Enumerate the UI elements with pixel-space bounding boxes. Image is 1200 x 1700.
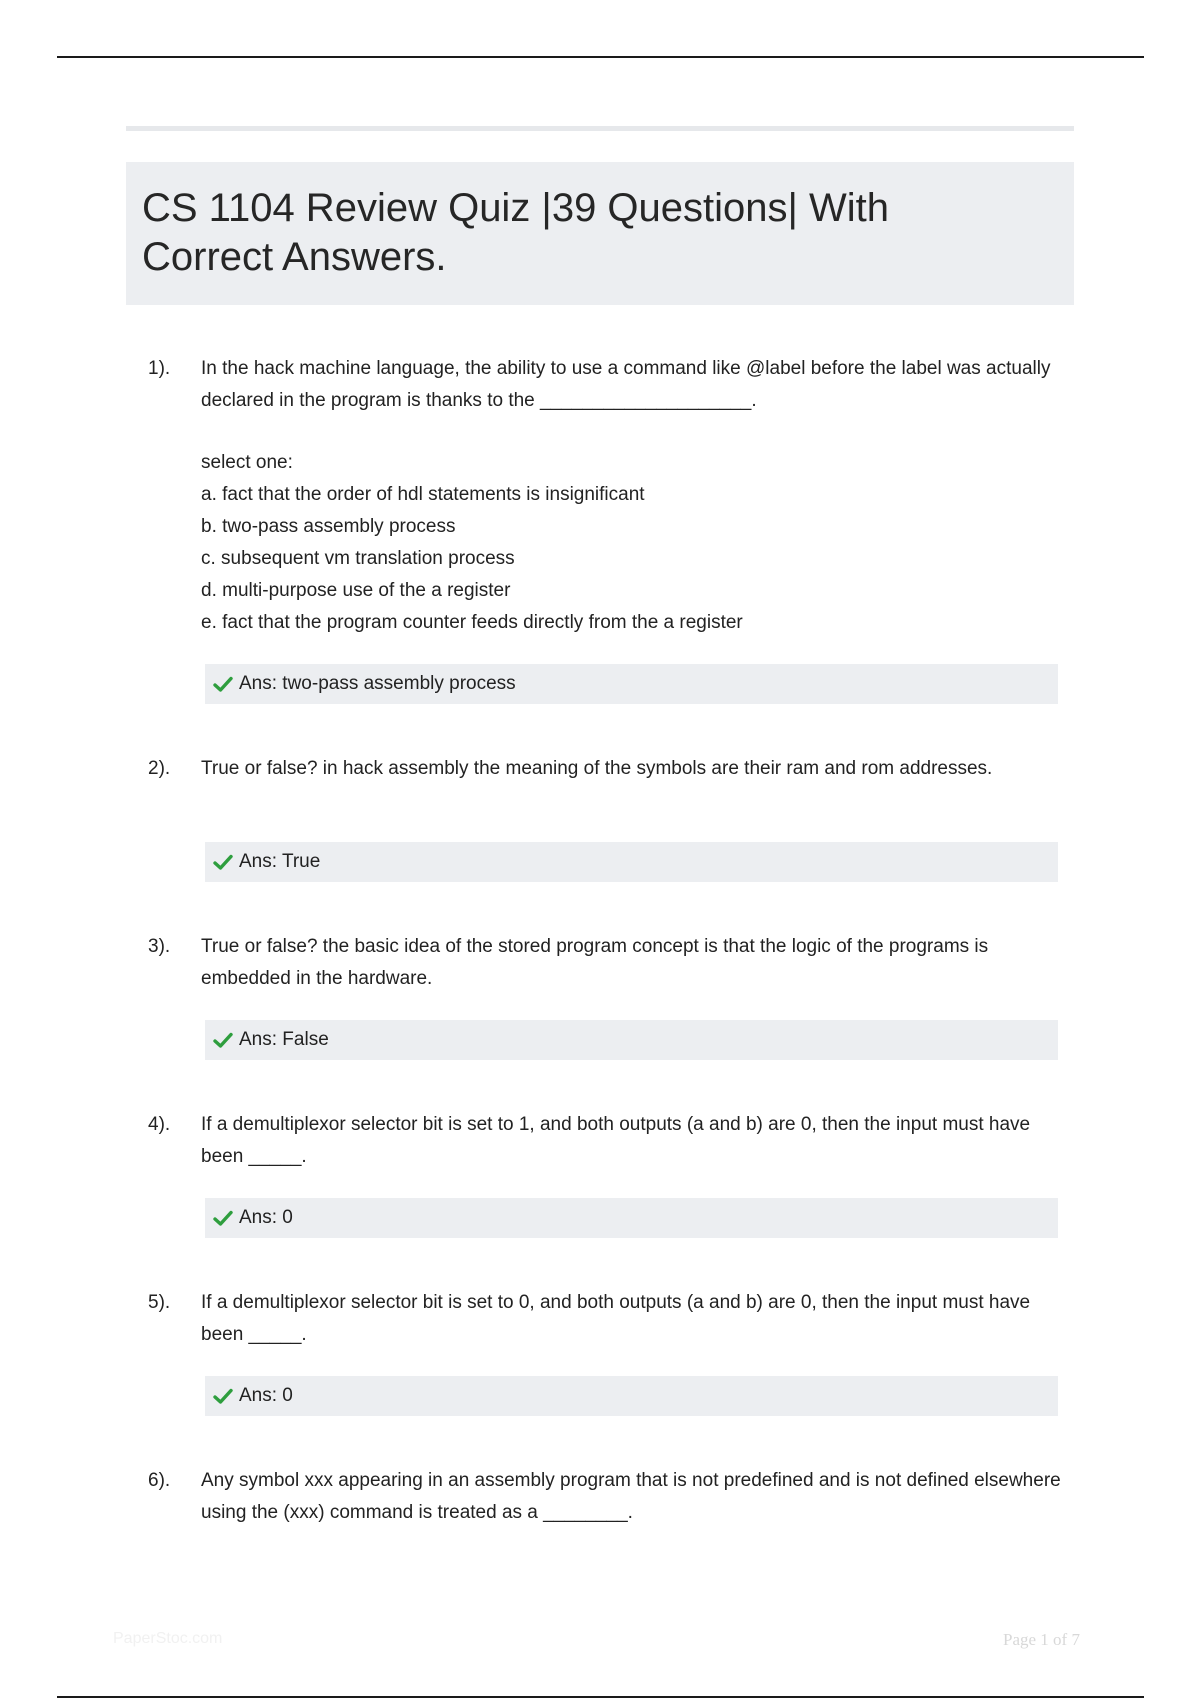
answer-box-5 — [205, 1376, 1058, 1416]
question-number: 5). — [148, 1292, 171, 1313]
answer-box-2 — [205, 842, 1058, 882]
option-e: e. fact that the program counter feeds directly from the a register — [201, 612, 743, 633]
question-text: If a demultiplexor selector bit is set to 1, and both outputs (a and b) are 0, then the input must have been _____. — [201, 1114, 1031, 1167]
answer-box-4 — [205, 1198, 1058, 1238]
question-number: 4). — [148, 1114, 171, 1135]
options-list — [201, 479, 1061, 639]
question-text: True or false? in hack assembly the meaning of the symbols are their ram and rom addresses. — [201, 758, 993, 779]
question-number: 1). — [148, 358, 171, 379]
answer-text: Ans: 0 — [239, 1385, 293, 1406]
question-number: 3). — [148, 936, 171, 957]
page-number: Page 1 of 7 — [1003, 1630, 1080, 1649]
question-text: If a demultiplexor selector bit is set to 0, and both outputs (a and b) are 0, then the input must have been _____. — [201, 1292, 1031, 1345]
answer-text: Ans: True — [239, 851, 321, 872]
check-icon — [213, 852, 233, 872]
check-icon — [213, 1030, 233, 1050]
option-b: b. two-pass assembly process — [201, 516, 456, 537]
question-number: 6). — [148, 1470, 171, 1491]
answer-box-3 — [205, 1020, 1058, 1060]
answer-text: Ans: False — [239, 1029, 329, 1050]
top-rule — [57, 56, 1144, 58]
question-text: True or false? the basic idea of the stored program concept is that the logic of the programs is embedded in the hardware. — [201, 936, 989, 989]
title-banner — [126, 162, 1074, 305]
select-label: select one: — [201, 452, 293, 473]
option-a: a. fact that the order of hdl statements is insignificant — [201, 484, 645, 505]
footer-watermark: PaperStoc.com — [113, 1630, 223, 1647]
header-divider — [126, 126, 1074, 131]
question-text: In the hack machine language, the ability to use a command like @label before the label was actually declared in the program is thanks to the ____________________. — [201, 358, 1051, 411]
check-icon — [213, 1386, 233, 1406]
option-c: c. subsequent vm translation process — [201, 548, 515, 569]
question-text: Any symbol xxx appearing in an assembly program that is not predefined and is not defined elsewhere using the (xxx) command is treated as a ________. — [201, 1470, 1061, 1523]
page-title: CS 1104 Review Quiz |39 Questions| With Correct Answers. — [142, 186, 890, 279]
answer-text: Ans: two-pass assembly process — [239, 673, 516, 694]
check-icon — [213, 1208, 233, 1228]
check-icon — [213, 674, 233, 694]
answer-box-1 — [205, 664, 1058, 704]
bottom-rule — [57, 1696, 1144, 1698]
option-d: d. multi-purpose use of the a register — [201, 580, 511, 601]
answer-text: Ans: 0 — [239, 1207, 293, 1228]
question-number: 2). — [148, 758, 171, 779]
